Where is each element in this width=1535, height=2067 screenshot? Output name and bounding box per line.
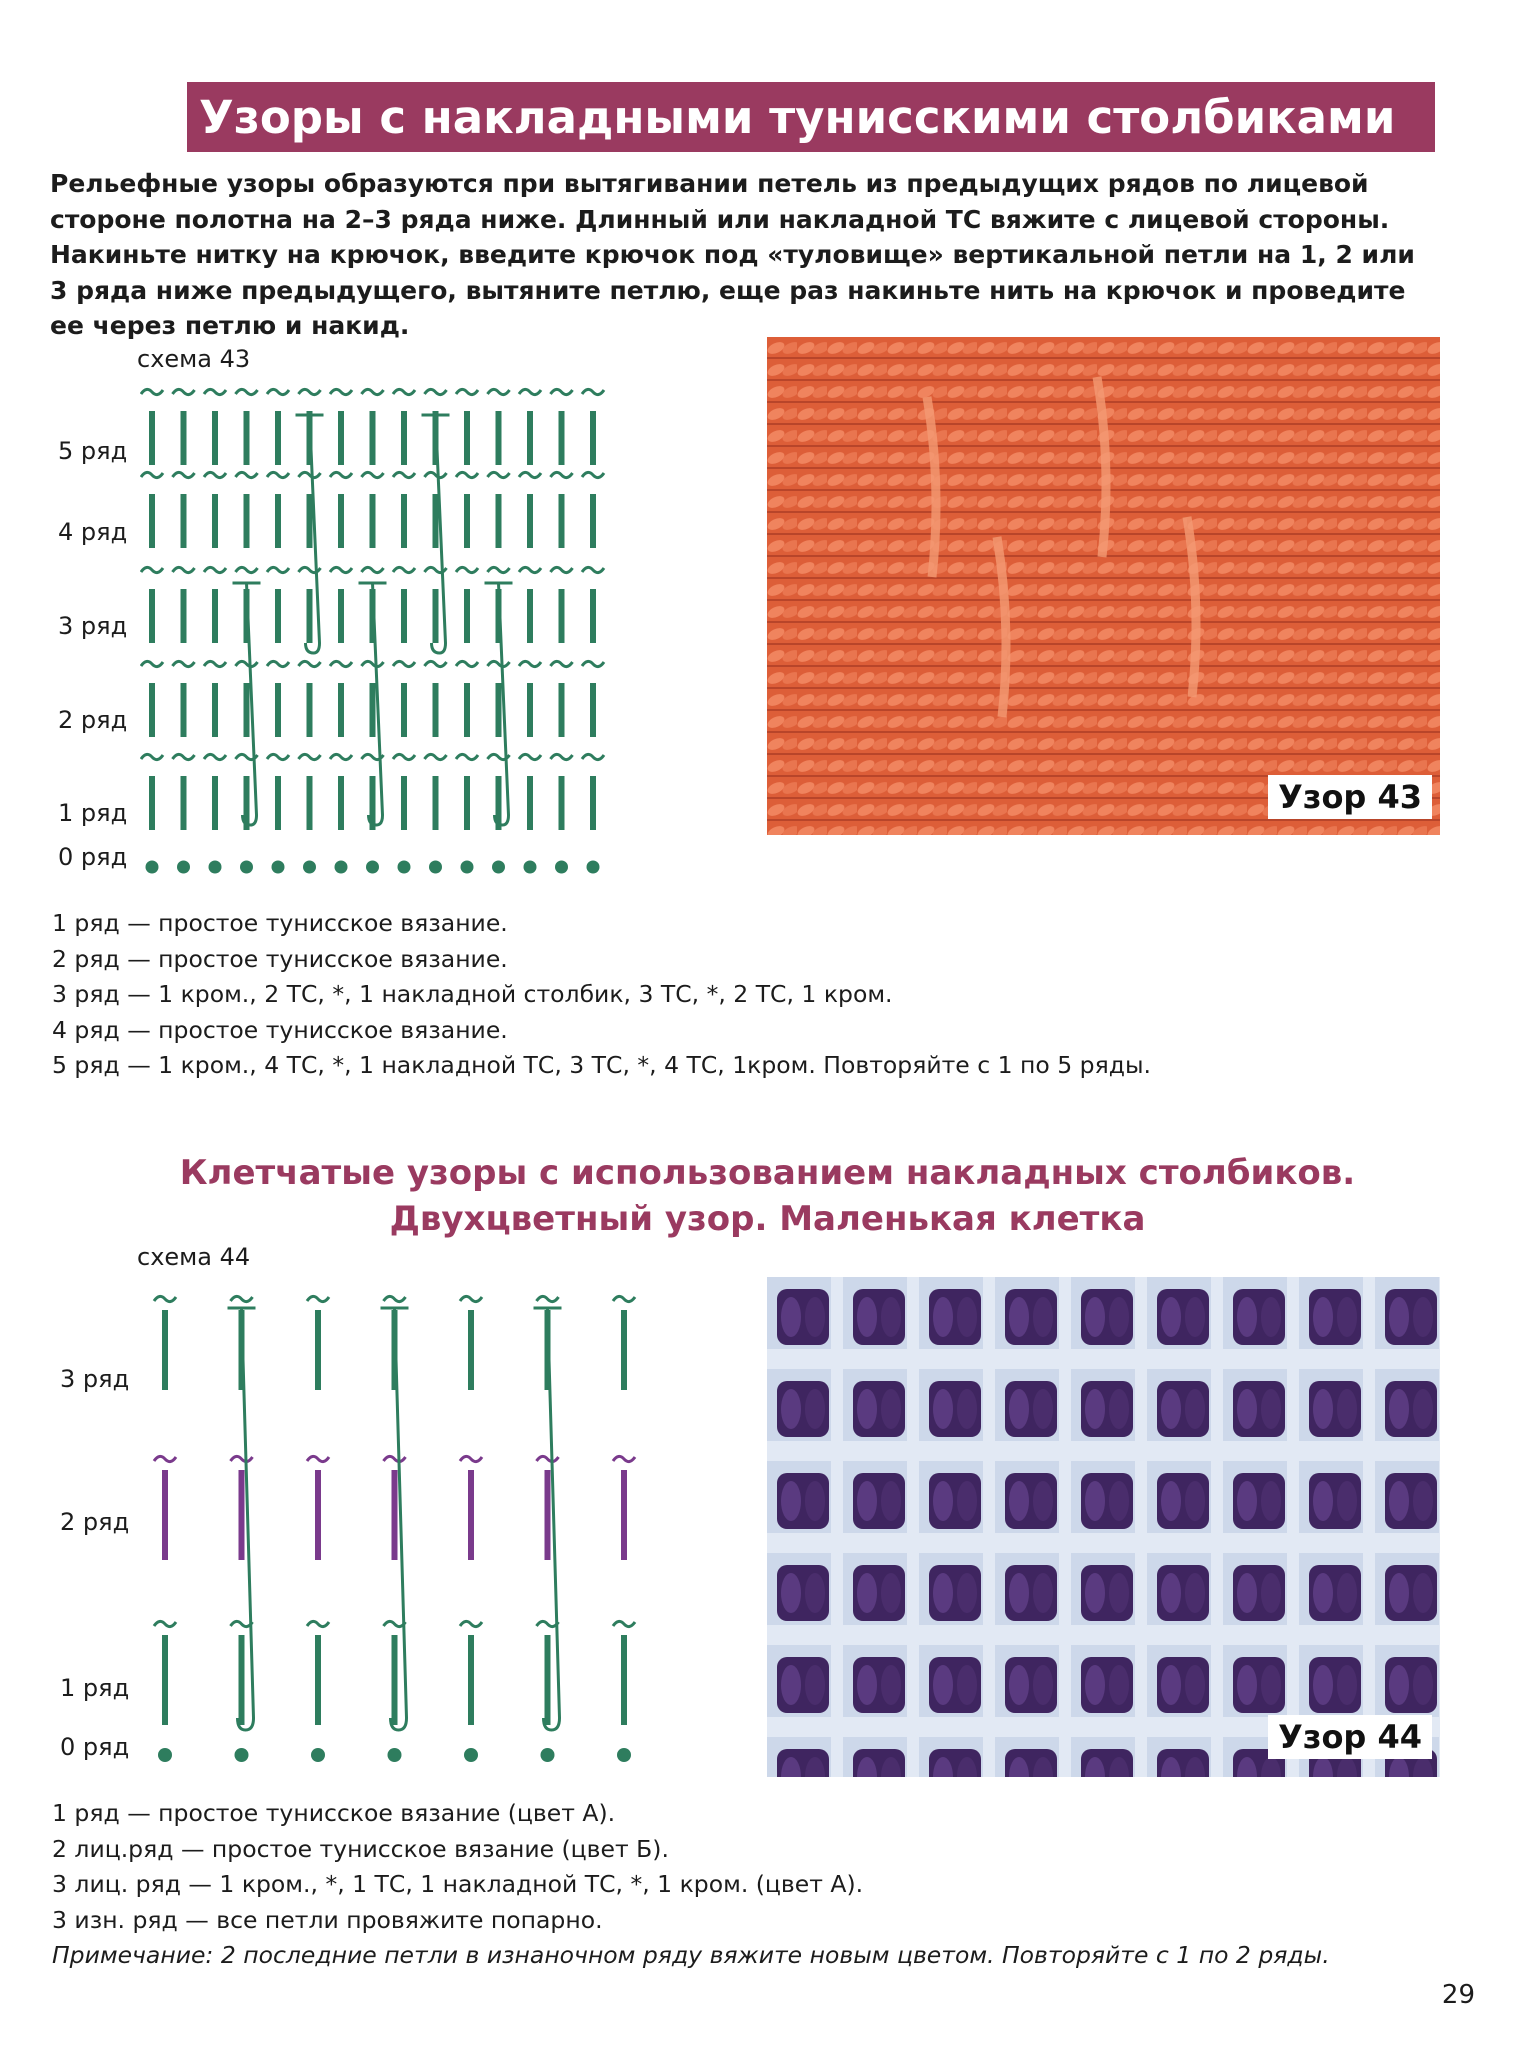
wave-mark [551, 754, 573, 759]
wave-mark [488, 661, 510, 666]
wave-mark [236, 389, 258, 394]
base-dot [272, 861, 285, 874]
wave-mark [267, 754, 289, 759]
page-title: Узоры с накладными тунисскими столбиками [199, 90, 1396, 144]
base-dot [464, 1748, 478, 1762]
wave-mark [551, 472, 573, 477]
wave-mark [362, 389, 384, 394]
scheme-43-row-5: 5 ряд [58, 437, 128, 465]
section-2-title-line-2: Двухцветный узор. Маленькая клетка [389, 1199, 1146, 1239]
scheme-43-row-3: 3 ряд [58, 612, 128, 640]
base-dot [240, 861, 253, 874]
wave-mark [204, 472, 226, 477]
instruction-line: 3 ряд — 1 кром., 2 ТС, *, 1 накладной столбик, 3 ТС, *, 2 ТС, 1 кром. [52, 980, 893, 1008]
base-dot [492, 861, 505, 874]
wave-mark [519, 754, 541, 759]
section-2-title [0, 1150, 1535, 1242]
wave-mark [299, 661, 321, 666]
wave-mark [519, 389, 541, 394]
page-number: 29 [1441, 1980, 1475, 2010]
intro-paragraph: Рельефные узоры образуются при вытягивании петель из предыдущих рядов по лицевой стороне полотна на 2–3 ряда ниже. Длинный или накладной ТС вяжите с лицевой стороны. Накиньте нитку на крючок, введите крючок под «туловище» вертикальной петли на 1, 2 или 3 ряда ниже предыдущего, вытяните петлю, еще раз накиньте нить на крючок и проведите ее через петлю и накид. [50, 169, 1415, 340]
wave-mark [393, 389, 415, 394]
wave-mark [393, 472, 415, 477]
wave-mark [299, 389, 321, 394]
wave-mark [613, 1296, 635, 1301]
base-dot [209, 861, 222, 874]
wave-mark [236, 472, 258, 477]
wave-mark [537, 1456, 559, 1461]
wave-mark [330, 472, 352, 477]
wave-mark [384, 1296, 406, 1301]
wave-mark [362, 472, 384, 477]
wave-mark [362, 567, 384, 572]
base-dot [235, 1748, 249, 1762]
base-dot [398, 861, 411, 874]
wave-mark [488, 389, 510, 394]
wave-mark [141, 567, 163, 572]
wave-mark [425, 389, 447, 394]
base-dot [555, 861, 568, 874]
wave-mark [393, 754, 415, 759]
pattern-44-label: Узор 44 [1268, 1715, 1432, 1759]
wave-mark [330, 567, 352, 572]
instruction-line: 3 лиц. ряд — 1 кром., *, 1 ТС, 1 накладной ТС, *, 1 кром. (цвет А). [52, 1870, 864, 1898]
instruction-line: 2 лиц.ряд — простое тунисское вязание (цвет Б). [52, 1834, 669, 1863]
base-dot [388, 1748, 402, 1762]
pattern-43-photo [767, 337, 1440, 835]
wave-mark [425, 754, 447, 759]
wave-mark [551, 661, 573, 666]
wave-mark [154, 1621, 176, 1626]
wave-mark [488, 567, 510, 572]
wave-mark [460, 1621, 482, 1626]
base-dot [335, 861, 348, 874]
wave-mark [154, 1456, 176, 1461]
wave-mark [582, 472, 604, 477]
wave-mark [173, 661, 195, 666]
wave-mark [173, 567, 195, 572]
wave-mark [330, 661, 352, 666]
instruction-line: 2 ряд — простое тунисское вязание. [52, 944, 508, 973]
wave-mark [582, 661, 604, 666]
wave-mark [519, 661, 541, 666]
wave-mark [551, 567, 573, 572]
scheme-44-row-1: 1 ряд [60, 1674, 130, 1702]
title-banner [187, 82, 1435, 152]
wave-mark [267, 472, 289, 477]
wave-mark [231, 1456, 253, 1461]
wave-mark [488, 472, 510, 477]
section-2-title-line-1: Клетчатые узоры с использованием накладных столбиков. [179, 1153, 1356, 1193]
scheme-43-row-4: 4 ряд [58, 518, 128, 546]
wave-mark [307, 1296, 329, 1301]
base-dot [587, 861, 600, 874]
wave-mark [204, 567, 226, 572]
wave-mark [267, 389, 289, 394]
wave-mark [267, 661, 289, 666]
wave-mark [236, 661, 258, 666]
scheme-44-row-0: 0 ряд [60, 1733, 130, 1761]
wave-mark [362, 661, 384, 666]
orange-knit-texture [767, 337, 1440, 835]
wave-mark [551, 389, 573, 394]
wave-mark [582, 754, 604, 759]
wave-mark [456, 567, 478, 572]
instruction-line: 5 ряд — 1 кром., 4 ТС, *, 1 накладной ТС, 3 ТС, *, 4 ТС, 1кром. Повторяйте с 1 по 5 ряды. [52, 1051, 1151, 1079]
wave-mark [519, 472, 541, 477]
scheme-44-row-3: 3 ряд [60, 1365, 130, 1393]
base-dot [461, 861, 474, 874]
wave-mark [582, 389, 604, 394]
scheme-43-row-0: 0 ряд [58, 843, 128, 871]
wave-mark [173, 472, 195, 477]
scheme-43-instructions [52, 906, 1151, 1084]
pattern-43-label: Узор 43 [1268, 775, 1432, 819]
instruction-line: 3 изн. ряд — все петли провяжите попарно. [52, 1905, 603, 1934]
base-dot [311, 1748, 325, 1762]
scheme-44-instructions [52, 1796, 1330, 1974]
wave-mark [519, 567, 541, 572]
wave-mark [141, 661, 163, 666]
scheme-43-diagram [140, 385, 620, 885]
wave-mark [384, 1456, 406, 1461]
wave-mark [204, 754, 226, 759]
wave-mark [425, 472, 447, 477]
wave-mark [173, 754, 195, 759]
wave-mark [330, 754, 352, 759]
pattern-44-photo [767, 1277, 1440, 1777]
wave-mark [173, 389, 195, 394]
scheme-44-row-2: 2 ряд [60, 1508, 130, 1536]
wave-mark [204, 389, 226, 394]
instruction-line: 4 ряд — простое тунисское вязание. [52, 1015, 508, 1044]
wave-mark [299, 754, 321, 759]
wave-mark [236, 567, 258, 572]
wave-mark [141, 389, 163, 394]
wave-mark [537, 1296, 559, 1301]
wave-mark [330, 389, 352, 394]
base-dot [158, 1748, 172, 1762]
wave-mark [460, 1456, 482, 1461]
wave-mark [231, 1296, 253, 1301]
wave-mark [456, 389, 478, 394]
base-dot [617, 1748, 631, 1762]
wave-mark [582, 567, 604, 572]
base-dot [541, 1748, 555, 1762]
instruction-line: 1 ряд — простое тунисское вязание (цвет А). [52, 1799, 616, 1827]
base-dot [429, 861, 442, 874]
scheme-44-label: схема 44 [137, 1243, 251, 1271]
checked-knit-texture [767, 1277, 1440, 1777]
wave-mark [204, 661, 226, 666]
scheme-44-note: Примечание: 2 последние петли в изнаночном ряду вяжите новым цветом. Повторяйте с 1 по 2 ряды. [52, 1941, 1330, 1969]
wave-mark [456, 754, 478, 759]
scheme-44-diagram [140, 1280, 640, 1775]
base-dot [524, 861, 537, 874]
wave-mark [613, 1621, 635, 1626]
scheme-43-label: схема 43 [137, 345, 251, 373]
wave-mark [141, 754, 163, 759]
wave-mark [393, 661, 415, 666]
instruction-line: 1 ряд — простое тунисское вязание. [52, 909, 508, 937]
scheme-43-row-2: 2 ряд [58, 706, 128, 734]
wave-mark [456, 472, 478, 477]
wave-mark [460, 1296, 482, 1301]
wave-mark [307, 1621, 329, 1626]
wave-mark [393, 567, 415, 572]
wave-mark [299, 472, 321, 477]
wave-mark [307, 1456, 329, 1461]
base-dot [303, 861, 316, 874]
wave-mark [613, 1456, 635, 1461]
base-dot [146, 861, 159, 874]
wave-mark [456, 661, 478, 666]
base-dot [177, 861, 190, 874]
base-dot [366, 861, 379, 874]
wave-mark [154, 1296, 176, 1301]
wave-mark [425, 661, 447, 666]
wave-mark [141, 472, 163, 477]
scheme-43-row-1: 1 ряд [58, 799, 128, 827]
wave-mark [267, 567, 289, 572]
